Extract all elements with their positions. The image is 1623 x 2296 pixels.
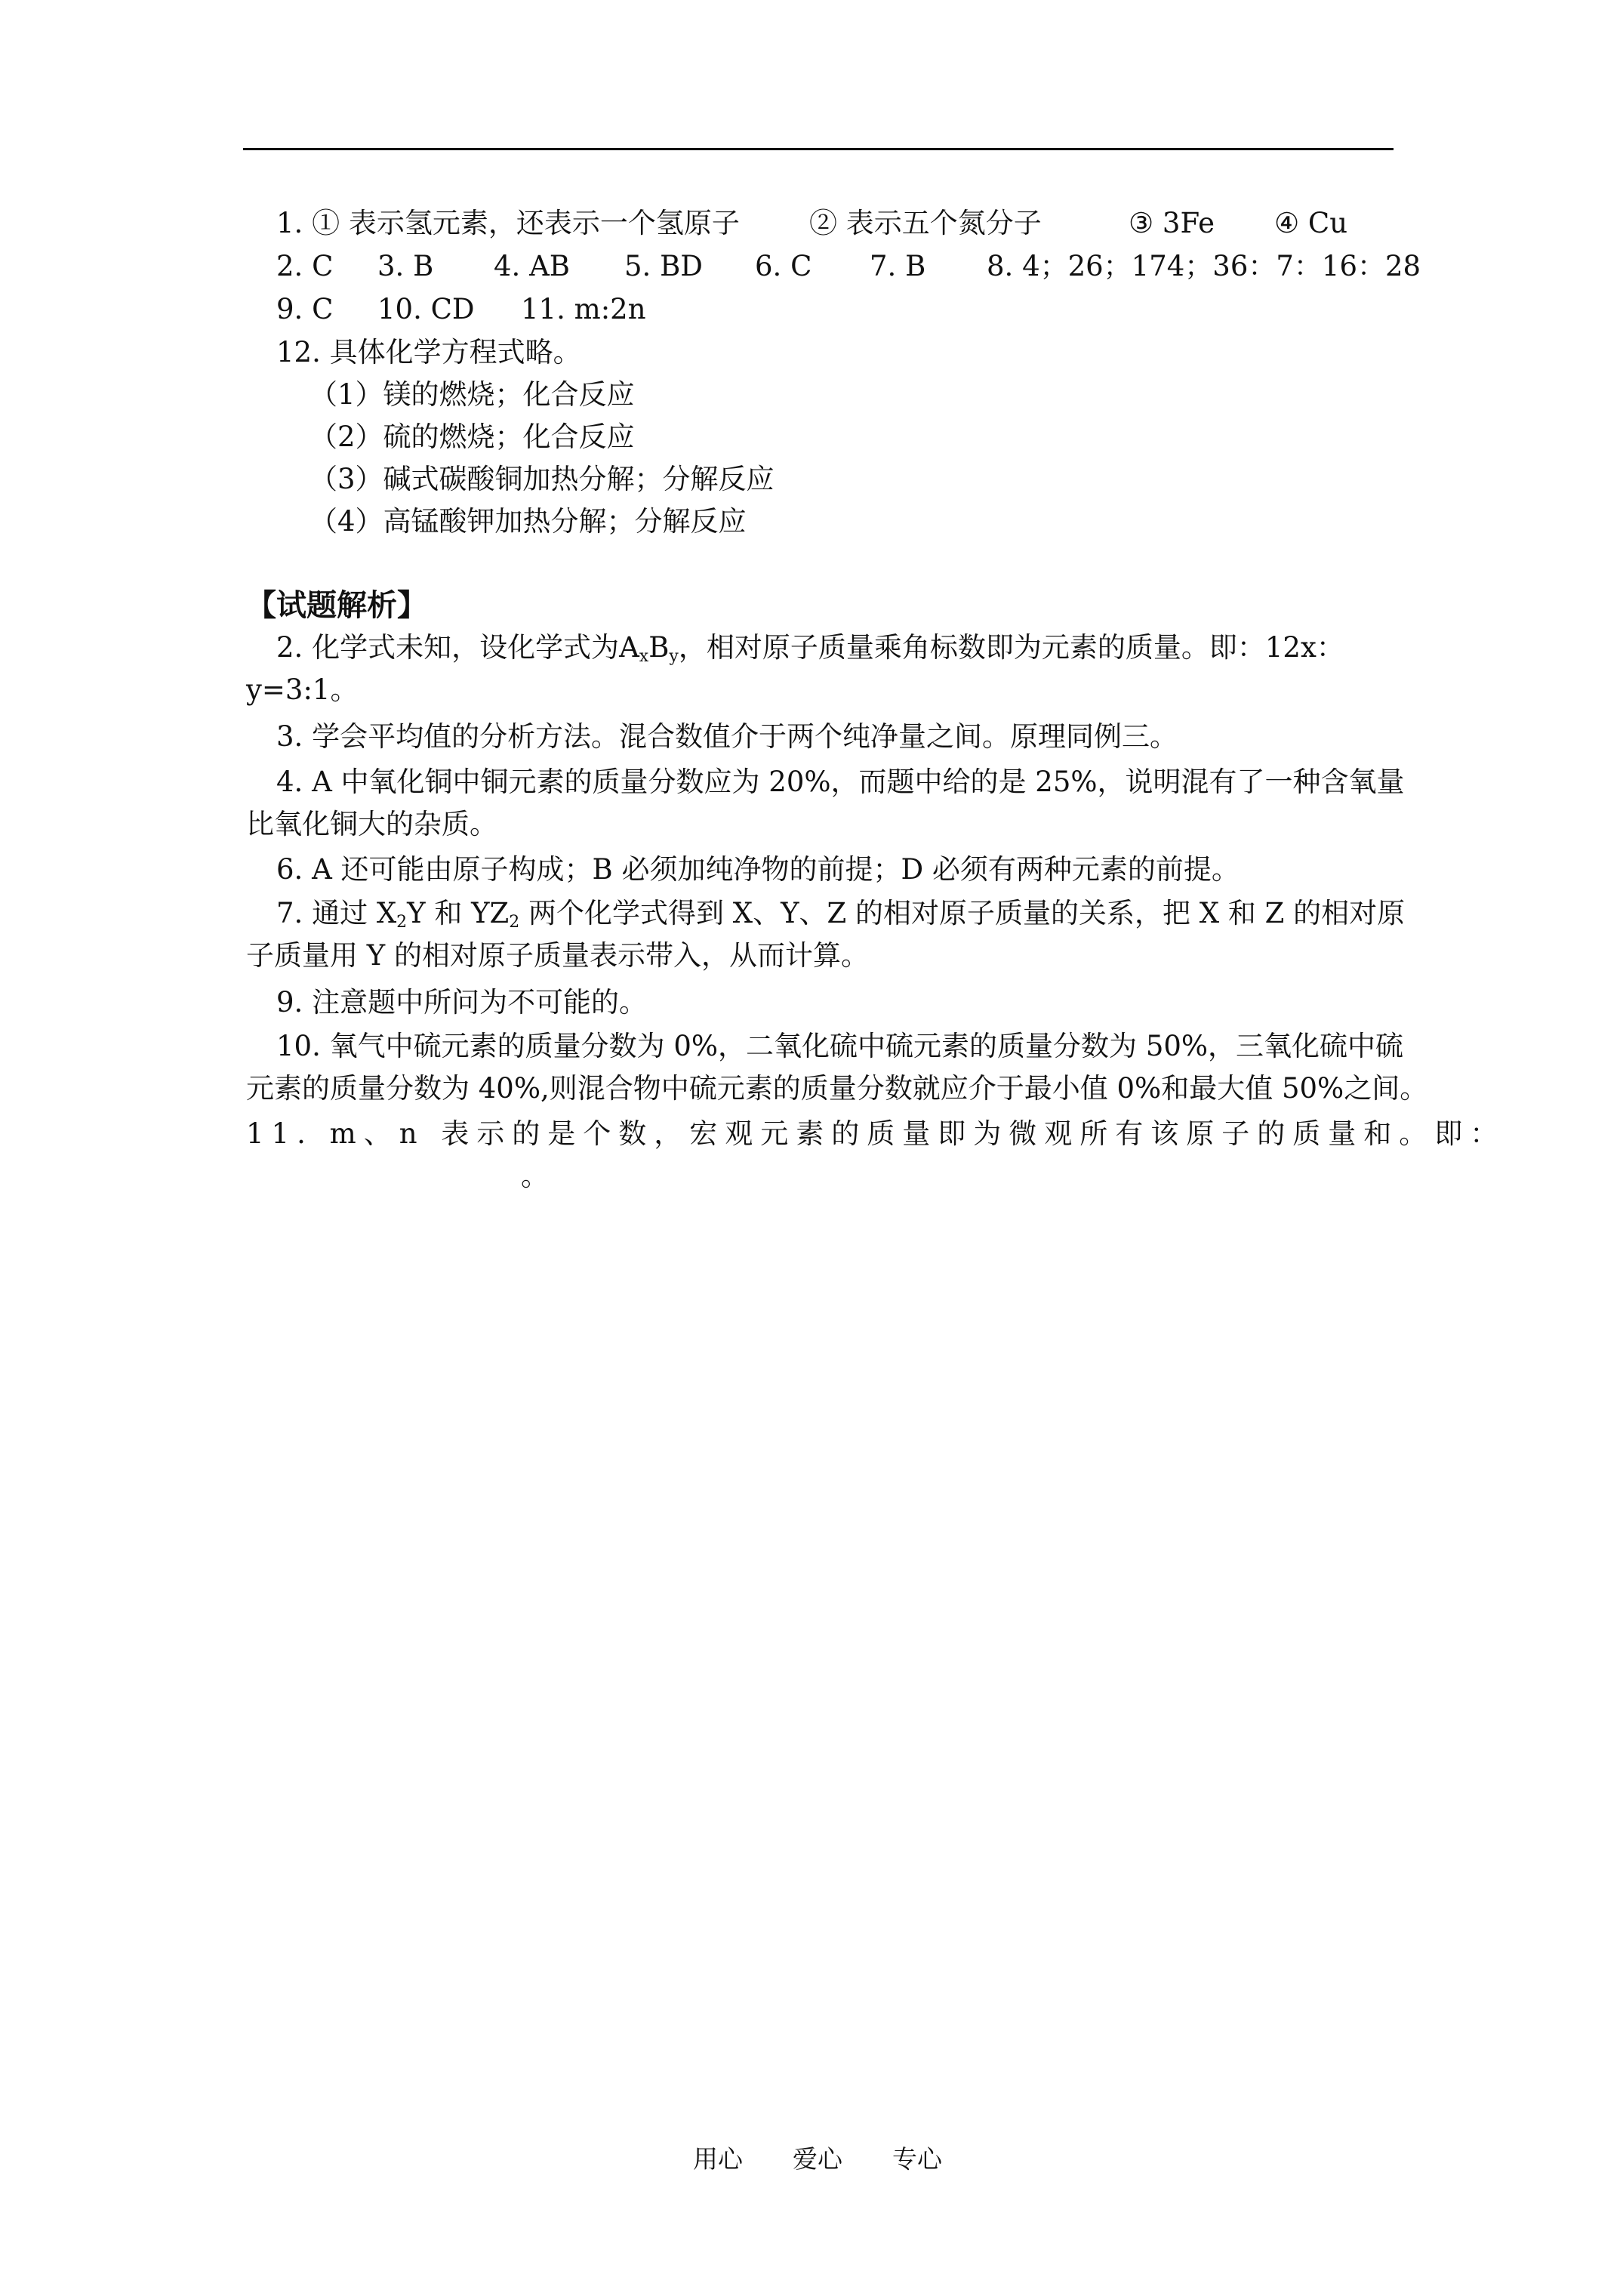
answer-4: 4. AB <box>494 250 570 282</box>
answer-2: 2. C <box>276 250 334 282</box>
analysis-11-line-2: 。 <box>521 1160 549 1192</box>
answer-8: 8. 4；26；174；36：7：16：28 <box>987 250 1421 282</box>
answer-7: 7. B <box>870 250 926 282</box>
analysis-heading: 【试题解析】 <box>246 587 427 623</box>
analysis-7-line-1: 7. 通过 $X_2Y$ 和 $YZ_2$ 两个化学式得到 X、Y、Z 的相对原子质量的关系，把 X 和 Z 的相对原 <box>276 897 1406 932</box>
footer-text-1: 用心 <box>693 2144 743 2174</box>
analysis-11-line-1: 11. m、n 表示的是个数，宏观元素的质量即为微观所有该原子的质量和。即： <box>246 1117 1506 1150</box>
answer-1-part-3: ③ 3Fe <box>1129 207 1215 239</box>
footer-text-3: 专心 <box>892 2144 942 2174</box>
answer-6: 6. C <box>755 250 812 282</box>
analysis-2-line-1: 2. 化学式未知，设化学式为$A_xB_y$，相对原子质量乘角标数即为元素的质量。即：12x： <box>276 631 1344 666</box>
answer-10: 10. CD <box>377 293 475 325</box>
answer-12-item-3: （3）碱式碳酸铜加热分解；分解反应 <box>310 463 775 495</box>
answer-1-part-1: 1. ① 表示氢元素，还表示一个氢原子 <box>276 207 740 239</box>
analysis-7-line-2: 子质量用 Y 的相对原子质量表示带入，从而计算。 <box>246 939 869 972</box>
answer-12: 12. 具体化学方程式略。 <box>276 336 581 368</box>
header-rule <box>243 148 1394 150</box>
analysis-6: 6. A 还可能由原子构成；B 必须加纯净物的前提；D 必须有两种元素的前提。 <box>276 853 1240 886</box>
analysis-2-line-2: y=3:1。 <box>246 673 359 706</box>
analysis-10-line-1: 10. 氧气中硫元素的质量分数为 0%，二氧化硫中硫元素的质量分数为 50%，三氧化硫中硫 <box>276 1030 1404 1062</box>
analysis-4-line-1: 4. A 中氧化铜中铜元素的质量分数应为 20%，而题中给的是 25%，说明混有了一种含氧量 <box>276 766 1405 798</box>
answer-1-part-2: ② 表示五个氮分子 <box>809 207 1042 239</box>
answer-1-part-4: ④ Cu <box>1274 207 1348 239</box>
analysis-10-line-2: 元素的质量分数为 40%,则混合物中硫元素的质量分数就应介于最小值 0%和最大值 50%之间。 <box>246 1072 1428 1105</box>
analysis-4-line-2: 比氧化铜大的杂质。 <box>246 808 497 840</box>
answer-12-item-2: （2）硫的燃烧；化合反应 <box>310 421 635 453</box>
analysis-3: 3. 学会平均值的分析方法。混合数值介于两个纯净量之间。原理同例三。 <box>276 720 1178 753</box>
answer-5: 5. BD <box>624 250 703 282</box>
analysis-9: 9. 注意题中所问为不可能的。 <box>276 986 648 1019</box>
answer-11: 11. m:2n <box>521 293 646 325</box>
answer-9: 9. C <box>276 293 334 325</box>
answer-12-item-4: （4）高锰酸钾加热分解；分解反应 <box>310 505 747 538</box>
footer-text-2: 爱心 <box>793 2144 842 2174</box>
answer-12-item-1: （1）镁的燃烧；化合反应 <box>310 378 635 411</box>
answer-3: 3. B <box>377 250 434 282</box>
